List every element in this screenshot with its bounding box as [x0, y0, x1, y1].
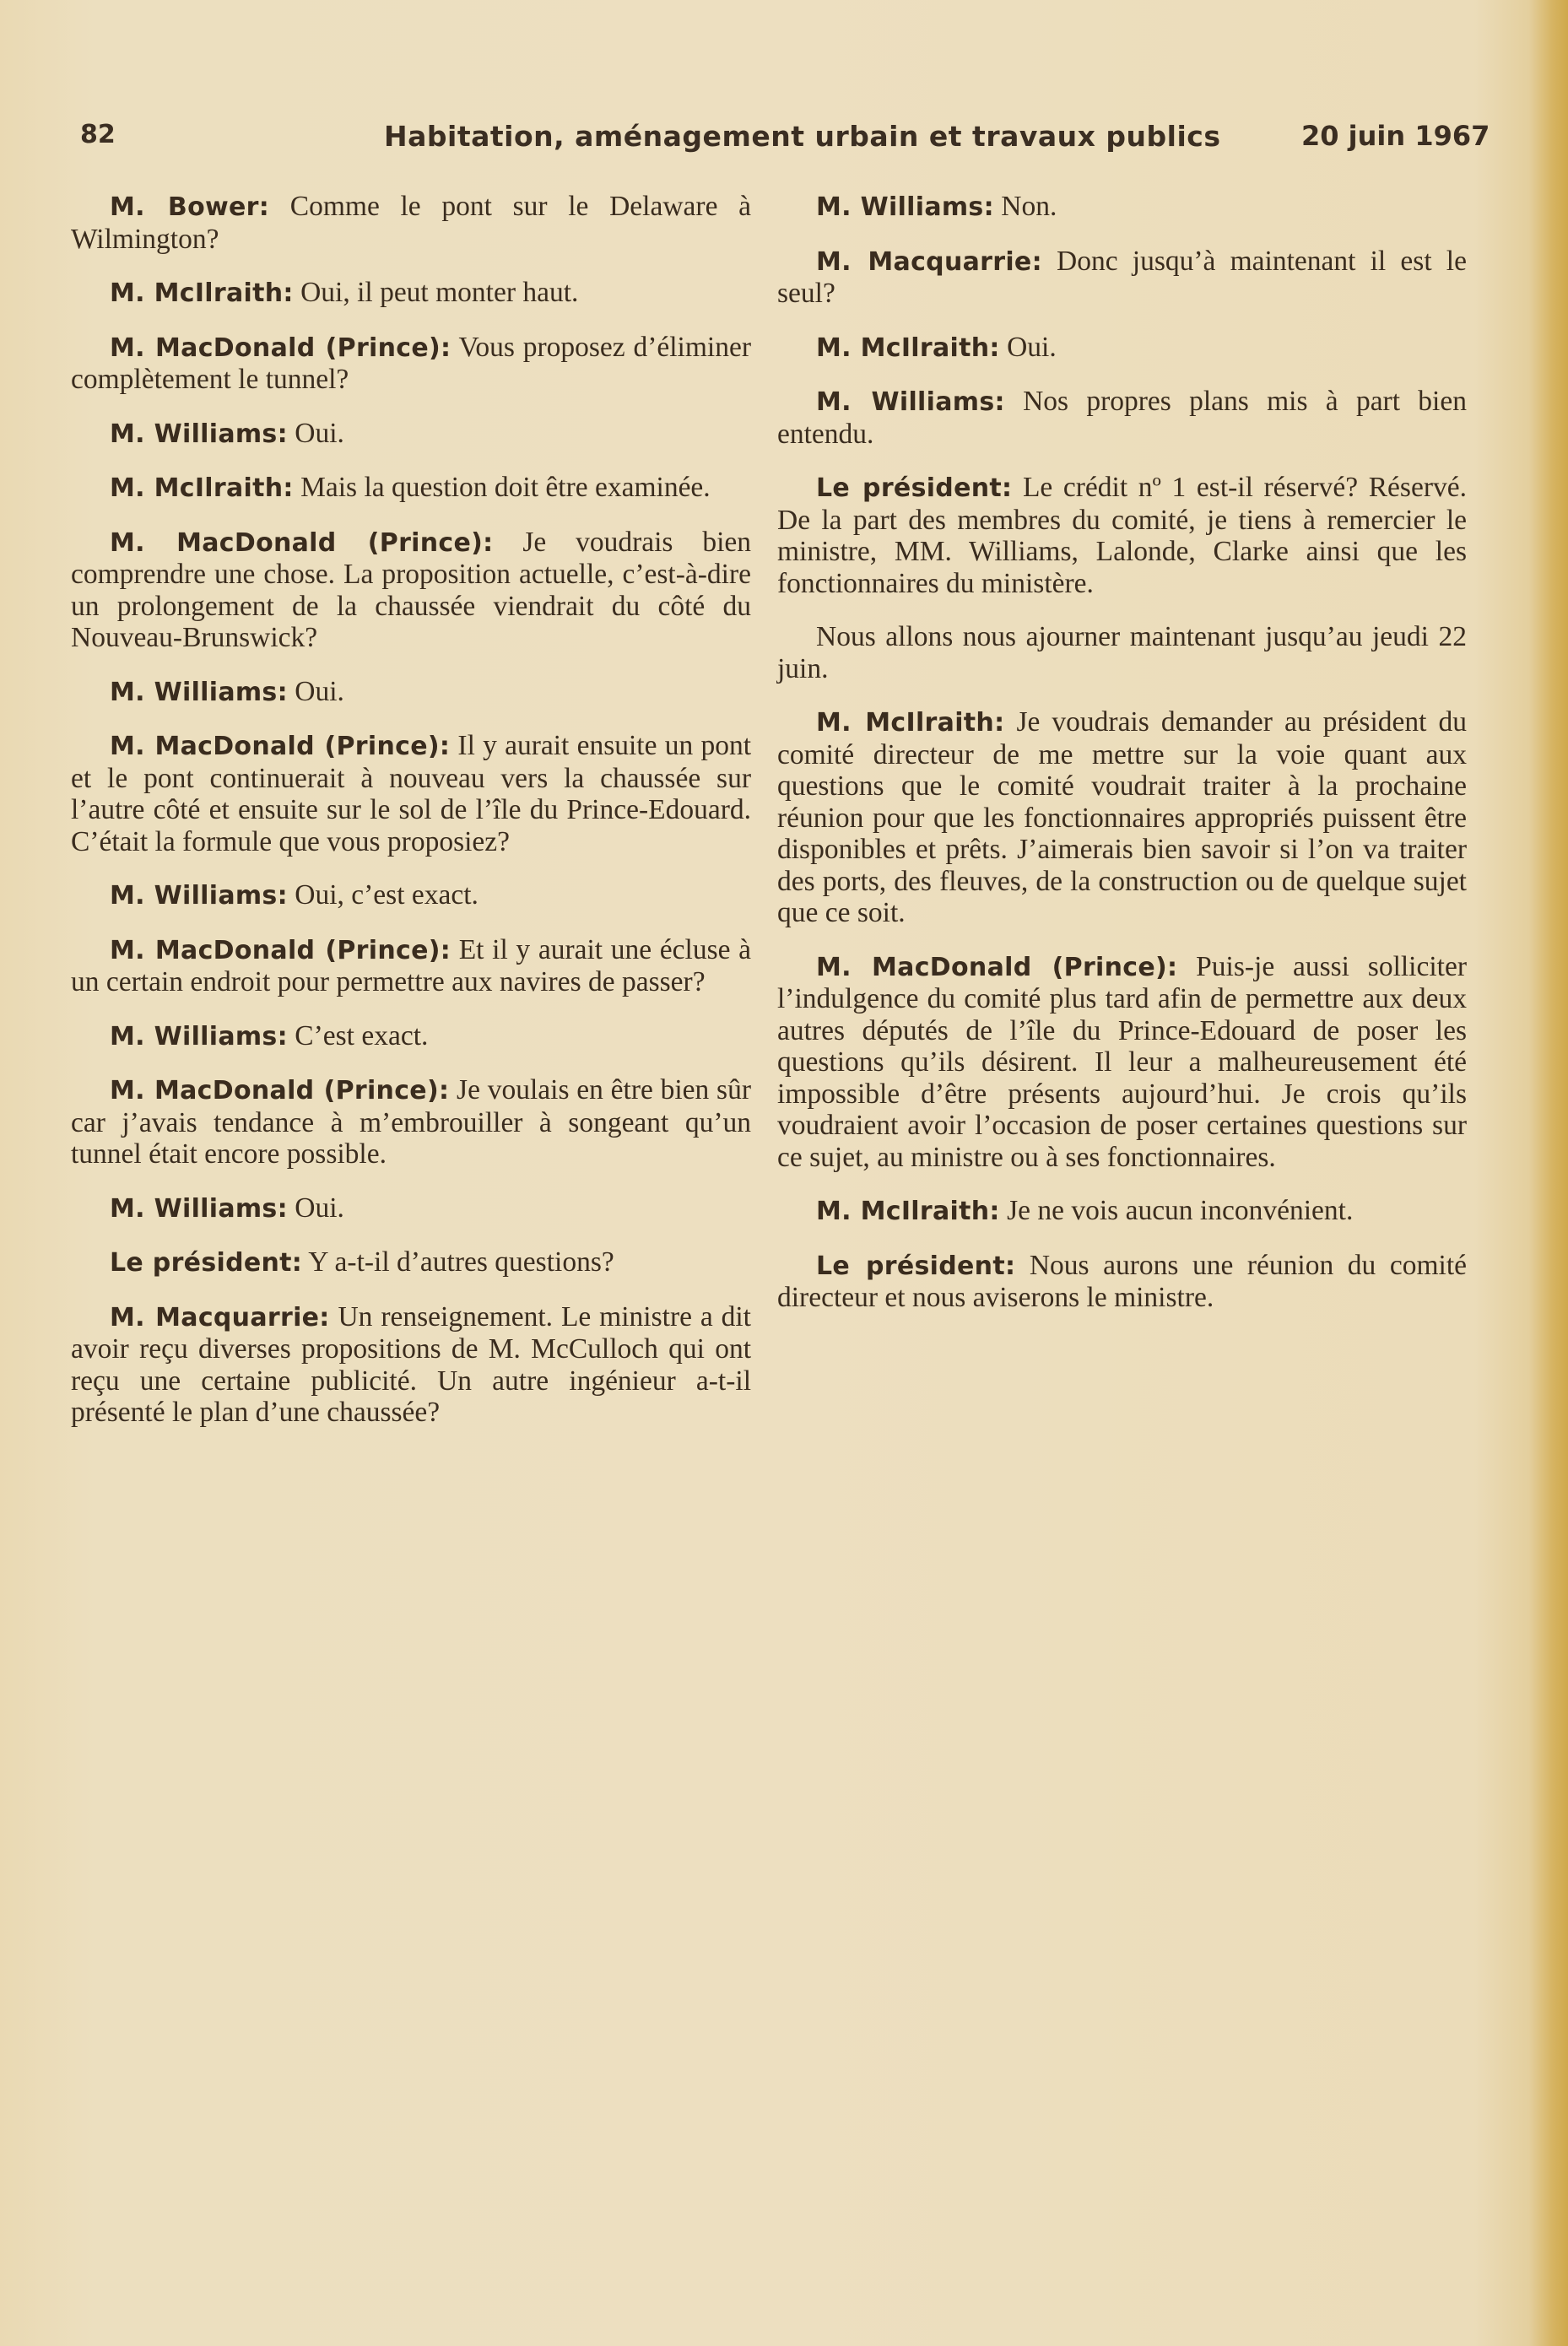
speaker-name: M. Macquarrie: [110, 1302, 330, 1332]
header-date: 20 juin 1967 [1301, 120, 1490, 152]
transcript-paragraph [777, 1195, 1467, 1228]
speech-text: Puis-je aussi solliciter l’indulgence du comité plus tard afin de permettre aux deux autres députés de l’île du Prince-Edouard de poser les questions qu’ils désirent. Il leur a malheureusement été impossible d’être présents aujourd’hui. Je crois qu’ils voudraient avoir l’occasion de poser certaines questions sur ce sujet, au ministre ou à ses fonctionnaires. [777, 950, 1468, 1173]
speech-text: C’est exact. [287, 1019, 429, 1051]
speaker-name: M. Williams: [816, 192, 994, 222]
speech-text: Donc jusqu’à maintenant il est le seul? [777, 245, 1467, 309]
speech-text: Oui. [287, 675, 344, 707]
speech-text: Un renseignement. Le ministre a dit avoir reçu diverses propositions de M. McCulloch qui ont reçu une certaine publicité. Un autre ingénieur a-t-il présenté le plan d’une chaussée? [71, 1300, 751, 1428]
speech-text: Nous aurons une réunion du comité directeur et nous aviserons le ministre. [777, 1249, 1467, 1313]
speaker-name: Le président: [110, 1248, 303, 1278]
transcript-paragraph [777, 472, 1467, 599]
transcript-paragraph [71, 879, 751, 912]
transcript-paragraph [71, 934, 751, 998]
speaker-name: M. MacDonald (Prince): [816, 952, 1178, 982]
speaker-name: M. Williams: [816, 387, 1005, 417]
speech-text: Oui, c’est exact. [287, 879, 479, 911]
transcript-paragraph [777, 621, 1467, 684]
speech-text: Je voulais en être bien sûr car j’avais tendance à m’embrouiller à songeant qu’un tunnel était encore possible. [71, 1074, 751, 1170]
transcript-paragraph [71, 1020, 751, 1053]
transcript-paragraph [71, 472, 751, 505]
speech-text: Non. [993, 191, 1057, 222]
transcript-paragraph [777, 246, 1467, 310]
transcript-paragraph [777, 191, 1467, 224]
speech-text: Oui, il peut monter haut. [293, 277, 579, 308]
left-column [71, 191, 751, 1451]
transcript-paragraph [71, 527, 751, 654]
speaker-name: M. MacDonald (Prince): [110, 1076, 450, 1105]
speech-text: Vous proposez d’éliminer complètement le tunnel? [71, 331, 752, 395]
transcript-paragraph [777, 706, 1467, 929]
speech-text: Et il y aurait une écluse à un certain endroit pour permettre aux navires de passer? [71, 933, 751, 997]
transcript-paragraph [71, 418, 751, 451]
speech-text: Oui. [287, 1192, 344, 1224]
transcript-paragraph [71, 1301, 751, 1429]
speaker-name: M. MacDonald (Prince): [110, 935, 451, 965]
transcript-paragraph [71, 730, 751, 857]
speech-text: Oui. [287, 417, 344, 449]
speaker-name: M. Bower: [110, 192, 270, 222]
speaker-name: M. McIlraith: [816, 1197, 1000, 1226]
transcript-paragraph [71, 1192, 751, 1225]
speaker-name: M. MacDonald (Prince): [110, 527, 494, 558]
speech-text: Je voudrais demander au président du comité directeur de me mettre sur la voie quant aux questions que le comité voudrait traiter à la prochaine réunion pour que les fonctionnaires appropriés puissent être disponibles et prêts. J’aimerais bien savoir si l’on va traiter des ports, des fleuves, de la construction ou de quelque sujet que ce soit. [777, 706, 1467, 928]
speaker-name: M. McIlraith: [110, 278, 294, 308]
speech-text: Comme le pont sur le Delaware à Wilmington? [71, 191, 751, 255]
speech-text: Le crédit nº 1 est-il réservé? Réservé. De la part des membres du comité, je tiens à remercier le ministre, MM. Williams, Lalonde, Clarke ainsi que les fonctionnaires du ministère. [777, 472, 1467, 599]
header-title: Habitation, aménagement urbain et travaux publics [384, 120, 1221, 153]
transcript-paragraph [777, 1250, 1467, 1314]
transcript-paragraph [71, 277, 751, 310]
speech-text: Il y aurait ensuite un pont et le pont continuerait à nouveau vers la chaussée sur l’autre côté et ensuite sur le sol de l’île du Prince-Edouard. C’était la formule que vous proposiez? [71, 730, 752, 857]
speech-text: Je voudrais bien comprendre une chose. La proposition actuelle, c’est-à-dire un prolongement de la chaussée viendrait du côté du Nouveau-Brunswick? [71, 526, 752, 653]
transcript-paragraph [777, 332, 1467, 365]
speaker-name: M. McIlraith: [816, 708, 1005, 738]
speech-text: Nous allons nous ajourner maintenant jusqu’au jeudi 22 juin. [777, 621, 1467, 684]
transcript-paragraph [71, 191, 751, 255]
speaker-name: M. MacDonald (Prince): [110, 732, 451, 761]
transcript-paragraph [71, 676, 751, 709]
speech-text: Je ne vois aucun inconvénient. [999, 1195, 1354, 1226]
transcript-paragraph [777, 386, 1467, 450]
speech-text: Nos propres plans mis à part bien entendu. [777, 386, 1467, 450]
speech-text: Oui. [999, 331, 1057, 363]
speaker-name: M. Williams: [110, 419, 288, 449]
right-column [777, 191, 1467, 1336]
speaker-name: M. MacDonald (Prince): [110, 332, 451, 363]
transcript-paragraph [71, 1074, 751, 1170]
speaker-name: M. McIlraith: [816, 332, 1000, 363]
speaker-name: M. Macquarrie: [816, 246, 1042, 277]
speech-text: Mais la question doit être examinée. [293, 472, 711, 503]
speaker-name: M. Williams: [110, 1193, 288, 1224]
page-number: 82 [80, 120, 116, 149]
speech-text: Y a-t-il d’autres questions? [302, 1246, 614, 1278]
speaker-name: M. Williams: [110, 1021, 288, 1051]
transcript-paragraph [71, 332, 751, 396]
transcript-paragraph [71, 1246, 751, 1279]
speaker-name: Le président: [816, 473, 1013, 503]
transcript-paragraph [777, 951, 1467, 1174]
speaker-name: M. Williams: [110, 677, 288, 707]
running-header [0, 120, 1568, 160]
speaker-name: Le président: [816, 1251, 1016, 1281]
speaker-name: M. Williams: [110, 881, 288, 911]
speaker-name: M. McIlraith: [110, 473, 294, 503]
